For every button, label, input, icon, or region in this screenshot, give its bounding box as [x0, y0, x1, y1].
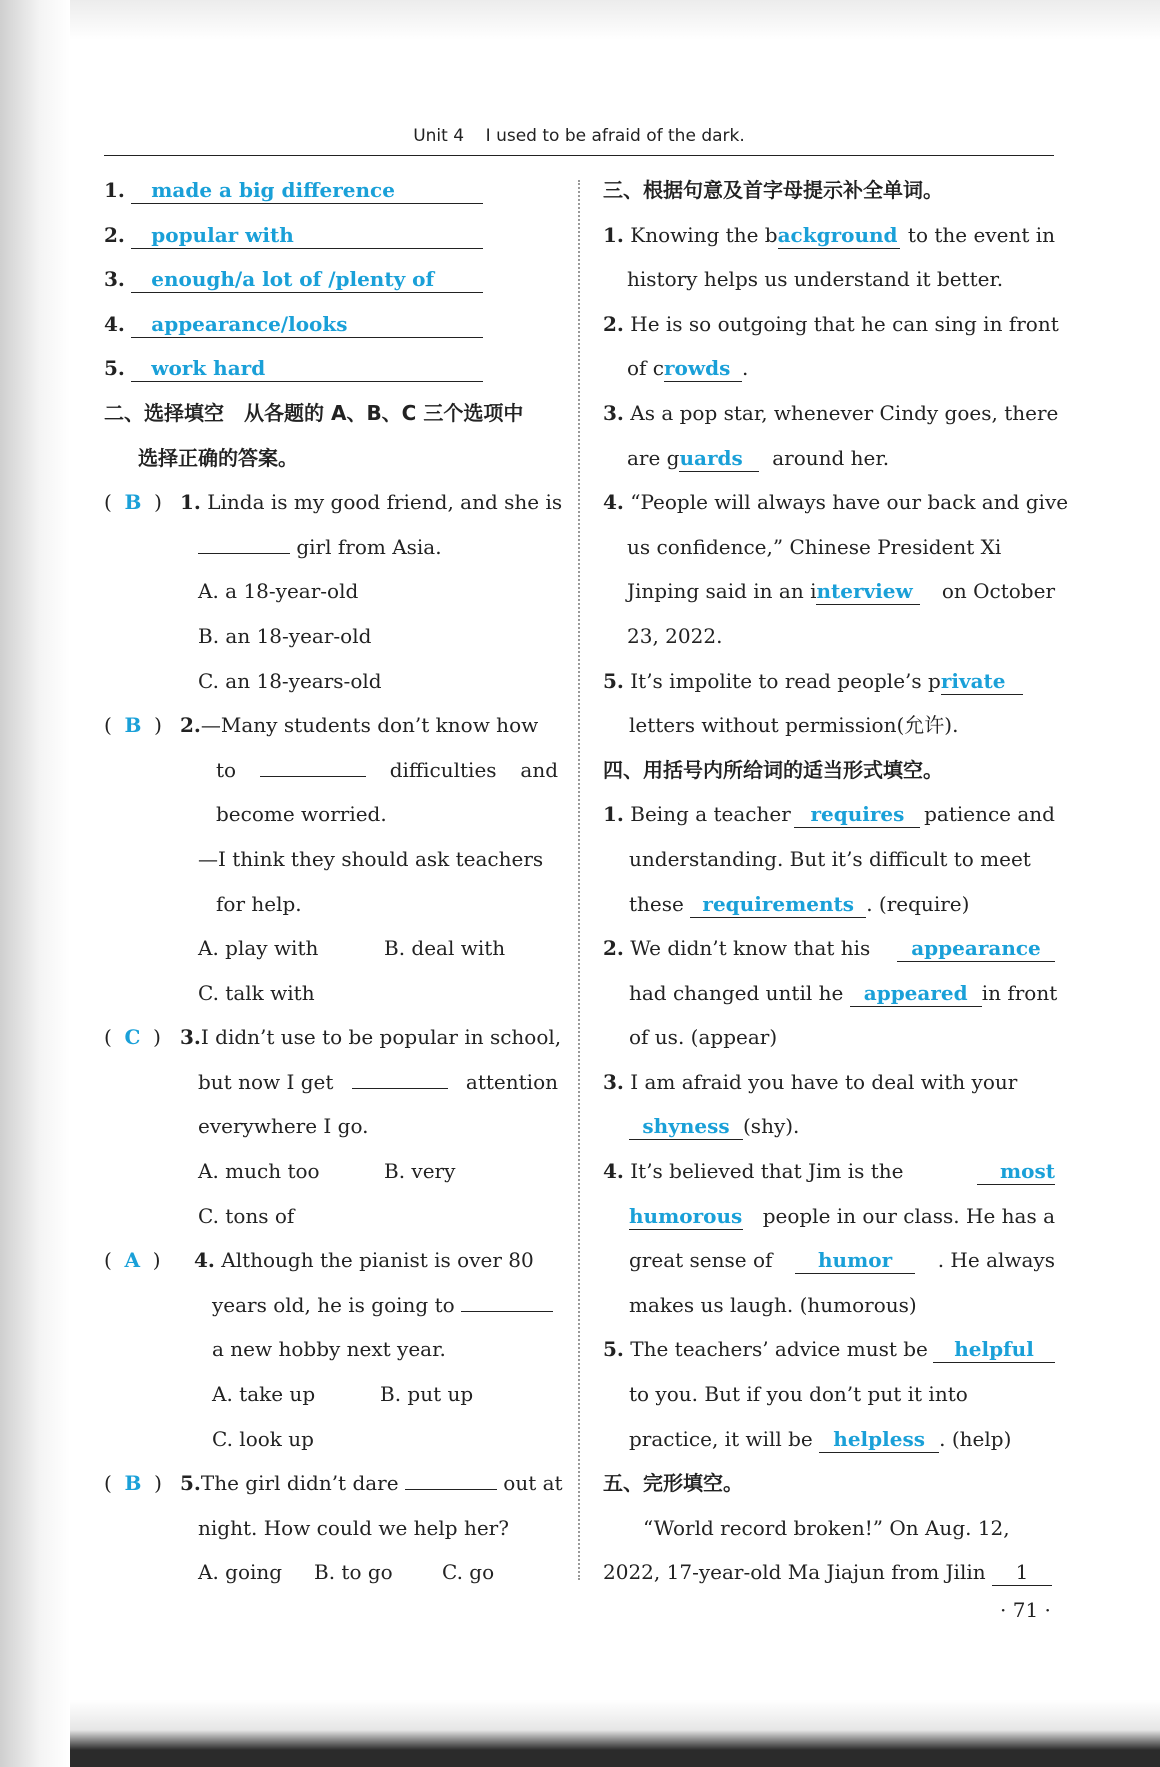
part1-item-1: 1. made a big difference [104, 168, 558, 213]
form-item-2: 2. We didn’t know that his appearance [603, 926, 1055, 971]
answer-text: appearance/looks [151, 311, 348, 336]
left-column: 1. made a big difference 2. popular with 3. enough/a lot of /plenty of 4. appearance/looks 5. work hard 二、选择填空 从各题的 A、B、C 三个选项中 选择正确的答案。 ( B ) 1. Linda is my good friend, and she is girl from Asia. A. a 18-year-old B. an 18-year-old C. an 18-years-old ( B ) 2.—Many students don’t know how to difficulties and become worried. —I think they should ask teachers for help. A. play with B. deal with C. talk with ( C ) 3.I didn’t use to be popular in school, but now I get attention everywhere I go. A. much too B. very C. tons of ( A ) 4. Although the pianist is over 80 years old, he is going to a new hobby next year. A. take up B. put up C. look up ( B ) 5.The girl didn’t dare out at night. How could we help her? A. going B. to go C. go [104, 168, 558, 1595]
answer-text: most [1000, 1159, 1055, 1184]
word-item-1: 1. Knowing the background to the event in [603, 222, 1055, 247]
answer-text: work hard [151, 356, 266, 381]
section-2-heading-line2: 选择正确的答案。 [138, 445, 298, 470]
option-b: B. very [384, 1159, 456, 1184]
part1-item-2: 2. popular with [104, 213, 558, 258]
option-a: A. play with [198, 936, 319, 961]
answer-text: shyness [642, 1114, 730, 1139]
mc-answer: C [124, 1025, 141, 1050]
answer-text: popular with [151, 222, 294, 247]
form-item-3: 3. I am afraid you have to deal with your [603, 1069, 1018, 1094]
cloze-passage-line1: “World record broken!” On Aug. 12, [643, 1515, 1010, 1540]
blank [260, 776, 366, 777]
blank [352, 1088, 448, 1089]
section-2-heading: 二、选择填空 从各题的 A、B、C 三个选项中 [104, 400, 524, 425]
answer-text: humorous [629, 1203, 743, 1228]
word-item-2: 2. He is so outgoing that he can sing in front [603, 311, 1059, 336]
right-column: 三、根据句意及首字母提示补全单词。 1. Knowing the background to the event in history helps us understand it better. 2. He is so outgoing that he can sing in front of crowds . 3. As a pop star, whenever Cindy goes, there are guards around her. 4. “People will always have our back and give us confidence,” Chinese President Xi Jinping said in an interview on October 23, 2022. 5. It’s impolite to read people’s private letters without permission(允许). 四、用括号内所给词的适当形式填空。 1. Being a teacher requires patience and understanding. But it’s difficult to meet these requirements . (require) 2. We didn’t know that his appearance had changed until he appeared in front of us. (appear) 3. I am afraid you have to deal with your shyness (shy). 4. It’s believed that Jim is the most humorous people in our class. He has a great sense of humor . He always makes us laugh. (humorous) 5. The teachers’ advice must be helpful to you. But if you don’t put it into practice, it will be helpless . (help) 五、完形填空。 “World record broken!” On Aug. 12, 2022, 17-year-old Ma Jiajun from Jilin 1 [603, 168, 1055, 1595]
cloze-passage-line2: 2022, 17-year-old Ma Jiajun from Jilin 1 [603, 1550, 1055, 1595]
part1-item-4: 4. appearance/looks [104, 302, 558, 347]
answer-text: appearance [911, 936, 1041, 961]
option-a: A. much too [198, 1159, 320, 1184]
answer-text: uards [679, 445, 743, 470]
form-item-5: 5. The teachers’ advice must be helpful [603, 1327, 1055, 1372]
answer-text: requirements [702, 891, 854, 916]
option-a: A. take up [212, 1382, 316, 1407]
option-b: B. an 18-year-old [198, 623, 372, 648]
answer-text: humor [818, 1248, 893, 1273]
option-c: C. tons of [198, 1203, 295, 1228]
option-b: B. deal with [384, 936, 506, 961]
blank [461, 1311, 553, 1312]
unit-label: Unit 4 [413, 126, 465, 146]
answer-text: rowds [664, 356, 731, 381]
page-header [104, 126, 1054, 146]
word-item-3: 3. As a pop star, whenever Cindy goes, there [603, 400, 1059, 425]
answer-text: appeared [863, 980, 968, 1005]
part1-item-3: 3. enough/a lot of /plenty of [104, 257, 558, 302]
page-number: · 71 · [1000, 1598, 1051, 1622]
option-c: C. talk with [198, 980, 315, 1005]
form-item-1: 1. Being a teacher requires patience and [603, 802, 1055, 827]
section-3-heading: 三、根据句意及首字母提示补全单词。 [603, 178, 943, 202]
option-a: A. going [198, 1560, 283, 1585]
answer-text: enough/a lot of /plenty of [151, 267, 435, 292]
option-a: A. a 18-year-old [198, 579, 359, 604]
form-item-4: 4. It’s believed that Jim is the most [603, 1159, 1055, 1184]
word-item-5: 5. It’s impolite to read people’s private [603, 659, 1055, 704]
mc-answer: B [124, 713, 142, 738]
answer-text: requires [810, 802, 905, 827]
mc-answer: B [124, 490, 142, 515]
word-item-4: 4. “People will always have our back and give [603, 490, 1069, 515]
mc-question-3: ( C ) 3.I didn’t use to be popular in school, [104, 1025, 562, 1050]
header-rule [104, 155, 1054, 156]
answer-text: helpless [833, 1426, 925, 1451]
answer-text: ackground [777, 222, 898, 247]
section-4-heading: 四、用括号内所给词的适当形式填空。 [603, 757, 943, 782]
answer-text: made a big difference [151, 178, 395, 202]
unit-title: I used to be afraid of the dark. [485, 126, 745, 146]
option-c: C. go [442, 1560, 495, 1585]
mc-question-2: ( B ) 2.—Many students don’t know how [104, 713, 539, 738]
option-c: C. look up [212, 1426, 314, 1451]
part1-item-5: 5. work hard [104, 346, 558, 391]
option-c: C. an 18-years-old [198, 668, 382, 693]
option-b: B. to go [314, 1560, 393, 1585]
mc-question-1: ( B ) 1. Linda is my good friend, and she is [104, 490, 563, 515]
section-5-heading: 五、完形填空。 [603, 1471, 743, 1496]
option-b: B. put up [380, 1382, 474, 1407]
answer-text: nterview [816, 579, 913, 604]
mc-question-5: ( B ) 5.The girl didn’t dare out at [104, 1471, 563, 1496]
blank [405, 1489, 497, 1490]
mc-answer: B [124, 1471, 142, 1496]
blank [198, 553, 290, 554]
cloze-blank-1: 1 [992, 1559, 1052, 1586]
mc-question-4: ( A ) 4. Although the pianist is over 80 [104, 1248, 534, 1273]
mc-answer: A [124, 1248, 141, 1273]
answer-text: rivate [940, 668, 1006, 693]
column-divider [578, 180, 580, 1580]
answer-text: helpful [954, 1337, 1034, 1362]
